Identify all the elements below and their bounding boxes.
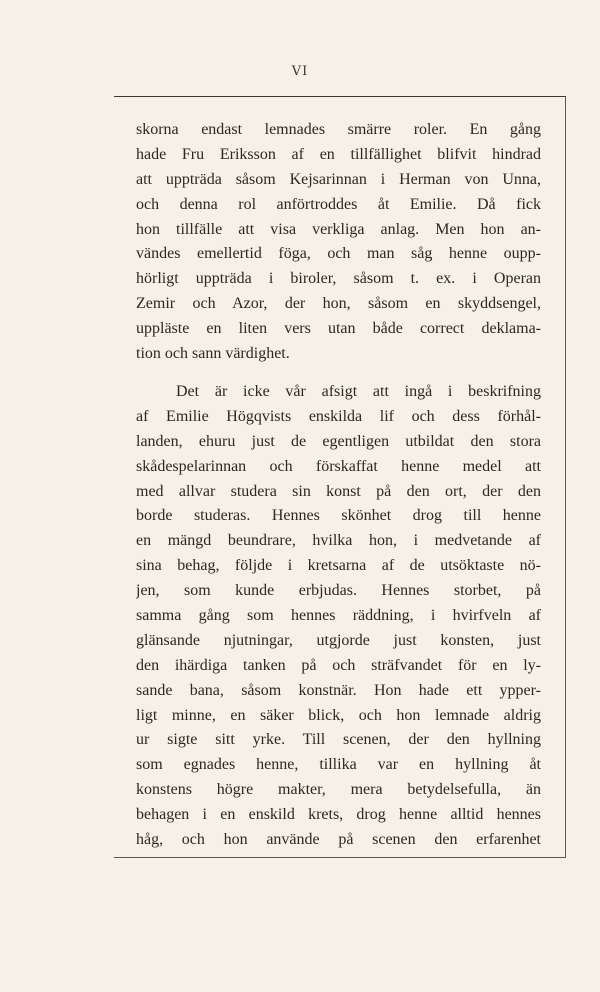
text-line: konstens högre makter, mera betydelsefulla, än xyxy=(136,781,541,799)
text-line: samma gång som hennes räddning, i hvirfveln af xyxy=(136,607,541,625)
text-line: tion och sann värdighet. xyxy=(136,345,290,363)
text-line: skådespelarinnan och förskaffat henne medel att xyxy=(136,457,541,475)
paragraph-2 xyxy=(136,380,541,853)
text-line: Zemir och Azor, der hon, såsom en skyddsengel, xyxy=(136,295,541,313)
text-line: att uppträda såsom Kejsarinnan i Herman von Unna, xyxy=(136,170,541,188)
text-line: och denna rol anförtroddes åt Emilie. Då fick xyxy=(136,195,541,213)
text-line: sande bana, såsom konstnär. Hon hade ett ypper- xyxy=(136,681,541,699)
text-line: hörligt uppträda i biroler, såsom t. ex. i Operan xyxy=(136,270,541,288)
text-line: den ihärdiga tanken på och sträfvandet för en ly- xyxy=(136,656,541,674)
page-number: VI xyxy=(291,64,309,79)
text-line: håg, och hon använde på scenen den erfarenhet xyxy=(136,831,541,849)
paragraph-1 xyxy=(136,118,541,367)
text-line: sina behag, följde i kretsarna af de utsöktaste nö- xyxy=(136,557,541,575)
text-line: Det är icke vår afsigt att ingå i beskrifning xyxy=(176,383,541,400)
text-line: glänsande njutningar, utgjorde just konsten, just xyxy=(136,631,541,649)
text-line: jen, som kunde erbjudas. Hennes storbet, på xyxy=(136,582,541,600)
text-line: en mängd beundrare, hvilka hon, i medvetande af xyxy=(136,532,541,550)
text-line: behagen i en enskild krets, drog henne alltid hennes xyxy=(136,806,541,824)
text-line: uppläste en liten vers utan både correct deklama- xyxy=(136,320,541,338)
text-line: hon tillfälle att visa verkliga anlag. Men hon an- xyxy=(136,220,541,238)
text-line: som egnades henne, tillika var en hyllning åt xyxy=(136,756,541,774)
text-line: med allvar studera sin konst på den ort, der den xyxy=(136,482,541,500)
text-line: ligt minne, en säker blick, och hon lemnade aldrig xyxy=(136,706,541,724)
text-line: borde studeras. Hennes skönhet drog till henne xyxy=(136,507,541,525)
text-line: vändes emellertid föga, och man såg henne oupp- xyxy=(136,245,541,263)
text-line: hade Fru Eriksson af en tillfällighet blifvit hindrad xyxy=(136,145,541,163)
text-line: skorna endast lemnades smärre roler. En gång xyxy=(136,121,541,138)
text-line: landen, ehuru just de egentligen utbildat den stora xyxy=(136,432,541,450)
text-line: af Emilie Högqvists enskilda lif och dess förhål- xyxy=(136,407,541,425)
text-line: ur sigte sitt yrke. Till scenen, der den hyllning xyxy=(136,731,541,749)
